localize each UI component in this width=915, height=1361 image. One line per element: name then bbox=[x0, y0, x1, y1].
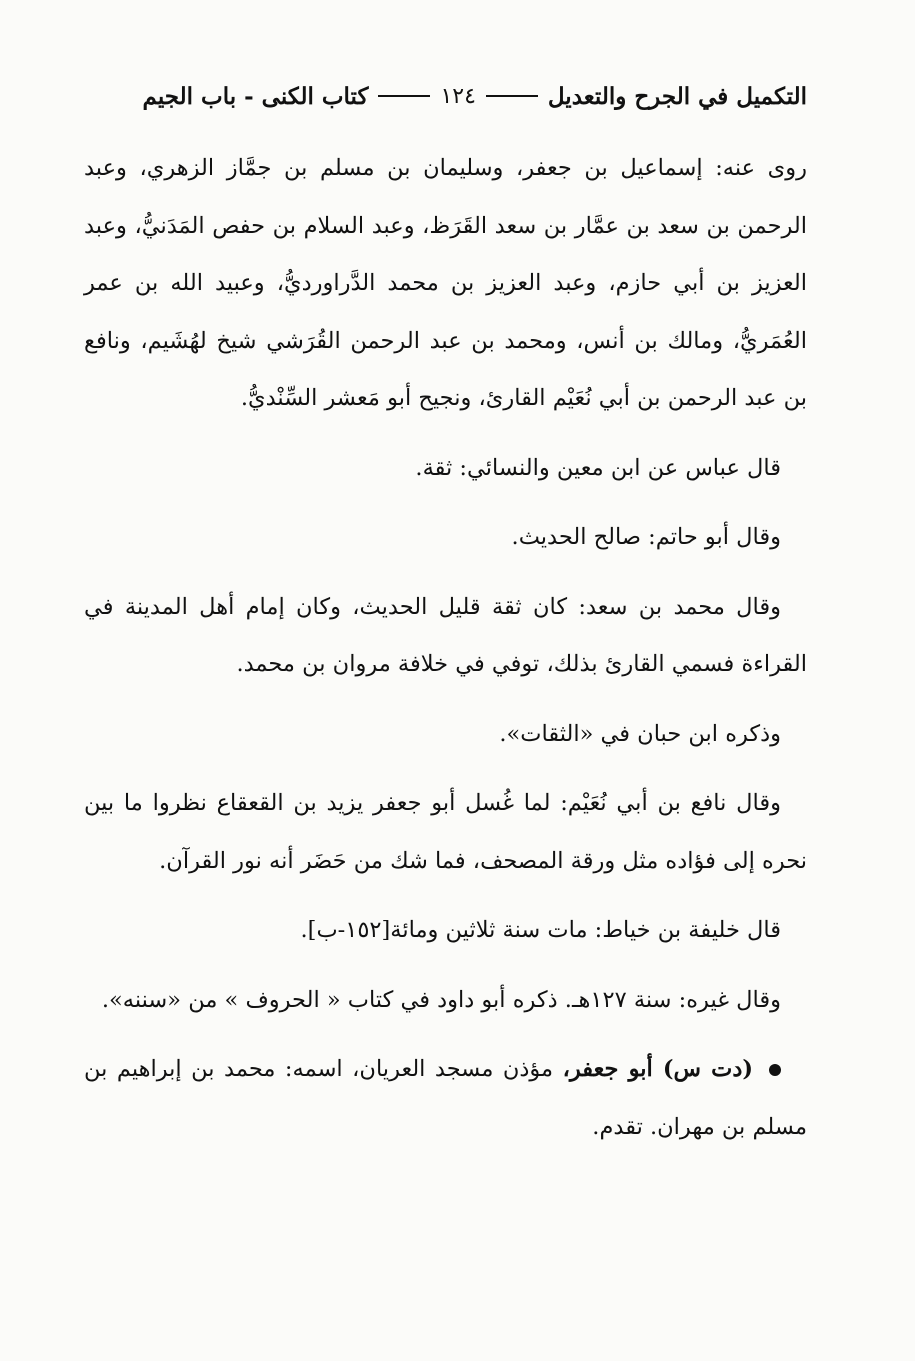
paragraph: وقال نافع بن أبي نُعَيْم: لما غُسل أبو جعفر يزيد بن القعقاع نظروا ما بين نحره إلى فؤاده مثل ورقة المصحف، فما شك من حَضَر أنه نور القرآن. bbox=[84, 790, 807, 874]
header-rule bbox=[378, 95, 430, 97]
entry-text: مؤذن مسجد العريان، اسمه: محمد بن إبراهيم بن مسلم بن مهران. تقدم. bbox=[84, 1056, 807, 1140]
paragraph: وقال أبو حاتم: صالح الحديث. bbox=[511, 524, 781, 550]
paragraph: وذكره ابن حبان في «الثقات». bbox=[499, 720, 781, 747]
running-header bbox=[100, 78, 807, 114]
paragraph: قال خليفة بن خياط: مات سنة ثلاثين ومائة[١٥٢-ب]. bbox=[300, 917, 781, 943]
main-text bbox=[84, 140, 807, 1168]
paragraph: روى عنه: إسماعيل بن جعفر، وسليمان بن مسلم بن جمَّاز الزهري، وعبد الرحمن بن سعد بن عمَّار بن سعد القَرَظ، وعبد السلام بن حفص المَدَنيُّ، وعبد العزيز بن أبي حازم، وعبد العزيز بن محمد الدَّراورديُّ، وعبيد الله بن عمر العُمَريُّ، ومالك بن أنس، ومحمد بن عبد الرحمن القُرَشي شيخ لهُشَيم، ونافع بن عبد الرحمن بن أبي نُعَيْم القارئ، ونجيح أبو مَعشر السِّنْديُّ. bbox=[84, 155, 807, 411]
paragraph: وقال غيره: سنة ١٢٧هـ. ذكره أبو داود في كتاب « الحروف » من «سننه». bbox=[101, 986, 781, 1013]
bullet-icon bbox=[769, 1064, 781, 1076]
header-book-title: التكميل في الجرح والتعديل bbox=[547, 82, 807, 110]
header-chapter-title: كتاب الكنى - باب الجيم bbox=[142, 82, 369, 110]
header-rule bbox=[486, 95, 538, 97]
paragraph: وقال محمد بن سعد: كان ثقة قليل الحديث، وكان إمام أهل المدينة في القراءة فسمي القارئ بذلك، توفي في خلافة مروان بن محمد. bbox=[84, 593, 807, 677]
page-number: ١٢٤ bbox=[440, 83, 476, 109]
entry-label: (دت س) أبو جعفر، bbox=[562, 1056, 753, 1082]
entry-paragraph bbox=[84, 1041, 807, 1156]
paragraph: قال عباس عن ابن معين والنسائي: ثقة. bbox=[415, 454, 781, 481]
